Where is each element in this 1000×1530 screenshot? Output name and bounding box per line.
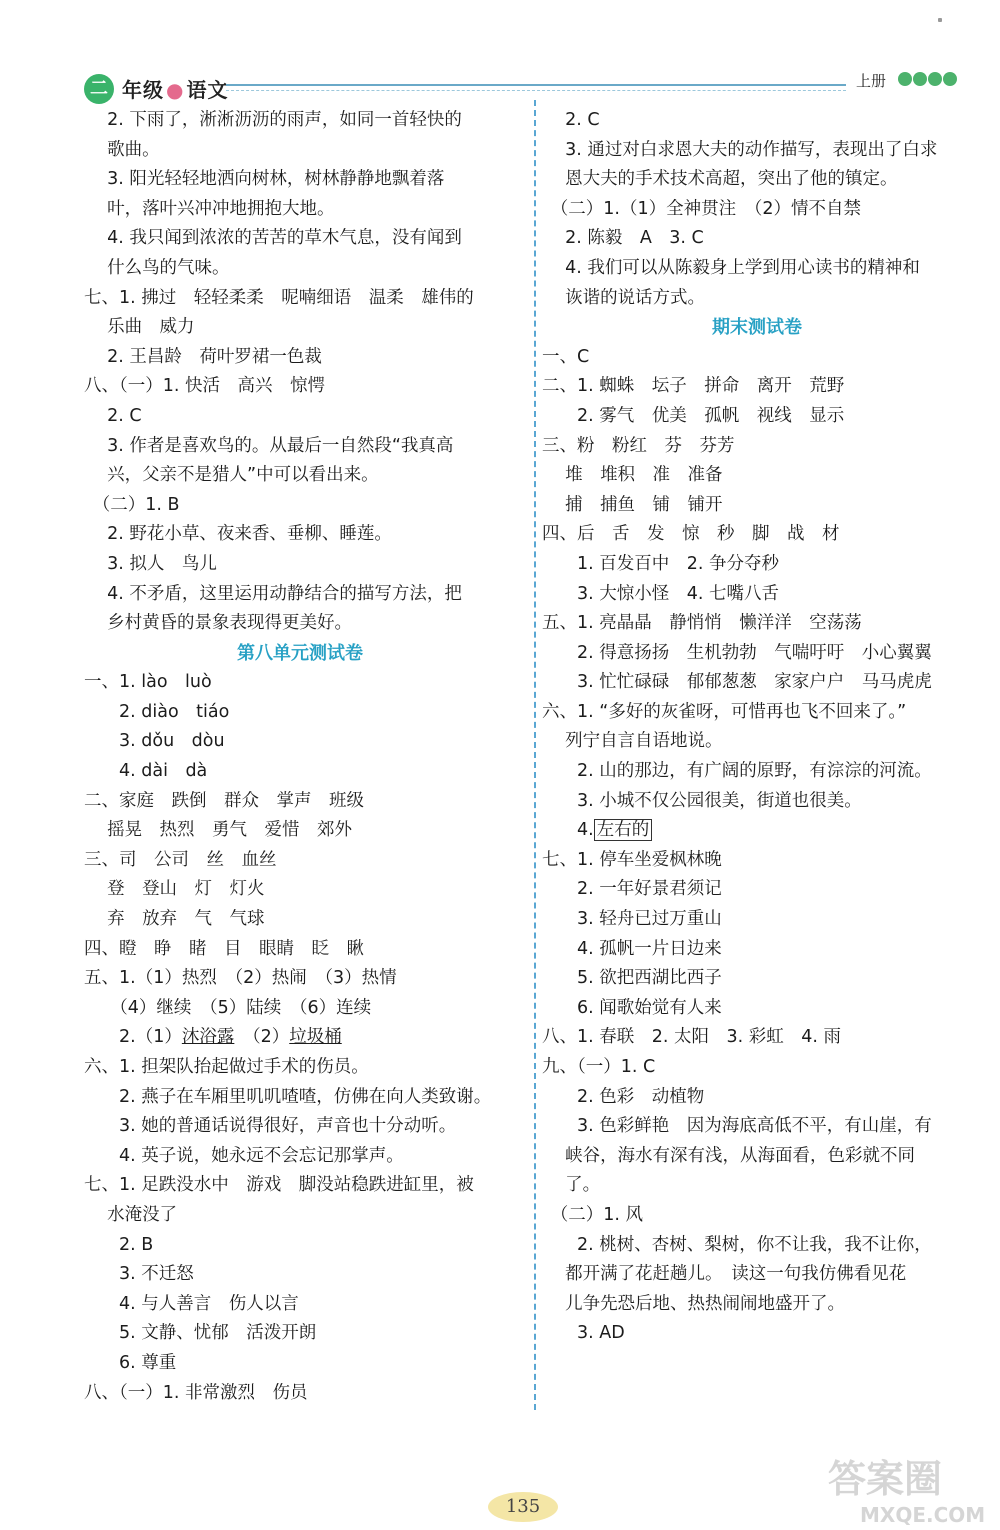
left-answer-column: [84, 106, 516, 1408]
separator-dot-icon: ●: [166, 78, 185, 102]
underlined-answer: 垃圾桶: [289, 1027, 342, 1048]
answer-line: 七、1. 停车坐爱枫林晚: [542, 849, 722, 870]
answer-line: 3. 她的普通话说得很好，声音也十分动听。: [84, 1116, 457, 1137]
answer-line: 3. 作者是喜欢鸟的。从最后一自然段“我真高: [84, 435, 454, 456]
grade-icon: 二: [84, 74, 114, 104]
answer-line: 2. 色彩 动植物: [542, 1086, 705, 1107]
answer-line: 九、（一）1. C: [542, 1057, 656, 1077]
answer-text: （2）: [234, 1027, 290, 1048]
answer-line: 什么鸟的气味。: [84, 257, 230, 278]
answer-line: 2. 陈毅 A 3. C: [542, 228, 704, 249]
answer-line: 3. 轻舟已过万重山: [542, 909, 722, 930]
underlined-answer: 沐浴露: [181, 1027, 235, 1048]
answer-line: 三、司 公司 丝 血丝: [84, 849, 277, 870]
answer-line: （二）1. 风: [542, 1204, 644, 1225]
answer-line: 一、C: [542, 346, 590, 367]
grade-subject-title: [122, 74, 228, 103]
answer-line: 八、1. 春联 2. 太阳 3. 彩虹 4. 雨: [542, 1027, 842, 1048]
answer-line: 1. 百发百中 2. 争分夺秒: [542, 553, 780, 574]
answer-line: [84, 1023, 516, 1053]
answer-line: 乐曲 威力: [84, 317, 195, 338]
answer-line: 堆 堆积 准 准备: [542, 465, 723, 486]
answer-line: 登 登山 灯 灯火: [84, 879, 265, 900]
answer-line: 3. 阳光轻轻地洒向树林，树林静静地飘着落: [84, 169, 445, 190]
page-header: [0, 0, 1000, 110]
answer-line: （二）1. B: [84, 494, 180, 515]
answer-line: 3. 色彩鲜艳 因为海底高低不平，有山崖，有: [542, 1116, 932, 1137]
column-divider: [534, 100, 536, 1410]
answer-line: 4. 我们可以从陈毅身上学到用心读书的精神和: [542, 257, 920, 278]
answer-line: 歌曲。: [84, 139, 160, 160]
answer-line: 3. 大惊小怪 4. 七嘴八舌: [542, 583, 780, 604]
answer-line: 3. 拟人 鸟儿: [84, 553, 217, 574]
answer-line: 三、粉 粉红 芬 芬芳: [542, 435, 735, 456]
grade-label: 年级: [122, 78, 164, 102]
answer-line: 4. dài dà: [84, 761, 208, 782]
answer-line: 诙谐的说话方式。: [542, 287, 706, 308]
answer-line: 3. 小城不仅公园很美，街道也很美。: [542, 790, 862, 811]
answer-line: 2. 野花小草、夜来香、垂柳、睡莲。: [84, 524, 392, 545]
answer-line: （二）1.（1）全神贯注 （2）情不自禁: [542, 198, 861, 219]
answer-line: （4）继续 （5）陆续 （6）连续: [84, 997, 372, 1018]
answer-line: 2. 王昌龄 荷叶罗裙一色裁: [84, 346, 322, 367]
answer-line: 四、瞪 睁 睹 目 眼睛 眨 瞅: [84, 938, 364, 959]
answer-line: 3. 不迁怒: [84, 1264, 194, 1285]
answer-line: 儿争先恐后地、热热闹闹地盛开了。: [542, 1293, 846, 1314]
answer-line: 一、1. lào luò: [84, 672, 212, 693]
section-title: 第八单元测试卷: [237, 642, 363, 664]
answer-line: 2. 山的那边，有广阔的原野，有淙淙的河流。: [542, 761, 932, 782]
answer-line: 五、1.（1）热烈 （2）热闹 （3）热情: [84, 968, 397, 989]
answer-line: 五、1. 亮晶晶 静悄悄 懒洋洋 空荡荡: [542, 613, 862, 634]
answer-line: 3. AD: [542, 1323, 625, 1344]
answer-line: 2. C: [84, 405, 142, 426]
answer-line: 4. 与人善言 伤人以言: [84, 1293, 299, 1314]
answer-line: 2. 雾气 优美 孤帆 视线 显示: [542, 405, 845, 426]
answer-line: 六、1. “多好的灰雀呀，可惜再也飞不回来了。”: [542, 701, 907, 722]
answer-line: 摇晃 热烈 勇气 爱惜 郊外: [84, 820, 353, 841]
answer-line: 6. 闻歌始觉有人来: [542, 997, 722, 1018]
answer-line: 4. 不矛盾，这里运用动静结合的描写方法，把: [84, 583, 462, 604]
answer-line: 七、1. 拂过 轻轻柔柔 呢喃细语 温柔 雄伟的: [84, 287, 474, 308]
boxed-answer: 左右的: [594, 819, 653, 841]
answer-line: [542, 816, 972, 846]
answer-text: 4.: [542, 820, 594, 841]
answer-text: 2.（1）: [84, 1027, 182, 1048]
answer-line: 5. 文静、忧郁 活泼开朗: [84, 1323, 317, 1344]
answer-line: 4. 我只闻到浓浓的苦苦的草木气息，没有闻到: [84, 228, 462, 249]
answer-line: 四、后 舌 发 惊 秒 脚 战 材: [542, 524, 840, 545]
answer-line: 八、（一）1. 非常激烈 伤员: [84, 1382, 308, 1403]
answer-line: 峡谷，海水有深有浅，从海面看，色彩就不同: [542, 1145, 916, 1166]
answer-line: 六、1. 担架队抬起做过手术的伤员。: [84, 1057, 369, 1077]
answer-line: 4. 英子说，她永远不会忘记那掌声。: [84, 1145, 404, 1166]
watermark-url: MXQE.COM: [860, 1503, 986, 1527]
answer-line: 弃 放弃 气 气球: [84, 909, 265, 930]
answer-line: 叶，落叶兴冲冲地拥抱大地。: [84, 198, 335, 219]
answer-line: 3. dǒu dòu: [84, 731, 225, 752]
answer-line: 二、1. 蜘蛛 坛子 拼命 离开 荒野: [542, 376, 845, 397]
answer-line: 都开满了花赶趟儿。 读这一句我仿佛看见花: [542, 1264, 907, 1285]
right-answer-column: [542, 106, 972, 1349]
answer-line: 3. 忙忙碌碌 郁郁葱葱 家家户户 马马虎虎: [542, 672, 932, 693]
answer-line: 列宁自言自语地说。: [542, 731, 723, 752]
corner-mark: [938, 18, 942, 22]
answer-line: 了。: [542, 1175, 601, 1196]
header-rule-dashed: [226, 90, 846, 91]
edition-dots-icon: [898, 72, 958, 86]
section-title: 期末测试卷: [712, 317, 802, 339]
answer-line: 2. diào tiáo: [84, 701, 230, 722]
header-rule: [226, 84, 846, 86]
answer-line: 5. 欲把西湖比西子: [542, 968, 722, 989]
answer-line: 2. 下雨了，淅淅沥沥的雨声，如同一首轻快的: [84, 110, 462, 130]
page-number: 135: [488, 1492, 558, 1522]
answer-line: 2. 得意扬扬 生机勃勃 气喘吁吁 小心翼翼: [542, 642, 932, 663]
answer-line: 恩大夫的手术技术高超，突出了他的镇定。: [542, 169, 898, 190]
answer-line: 2. 桃树、杏树、梨树，你不让我，我不让你，: [542, 1234, 932, 1255]
watermark-title: 答案圈: [828, 1457, 943, 1501]
answer-line: 3. 通过对白求恩大夫的动作描写，表现出了白求: [542, 139, 938, 160]
answer-line: 2. C: [542, 110, 600, 130]
answer-line: 4. 孤帆一片日边来: [542, 938, 722, 959]
edition-label: 上册: [856, 72, 887, 90]
answer-line: 乡村黄昏的景象表现得更美好。: [84, 613, 353, 634]
answer-line: 2. B: [84, 1234, 154, 1255]
answer-line: 水淹没了: [84, 1204, 178, 1225]
answer-line: 二、家庭 跌倒 群众 掌声 班级: [84, 790, 364, 811]
answer-line: 捕 捕鱼 铺 铺开: [542, 494, 723, 515]
answer-line: 兴，父亲不是猎人”中可以看出来。: [84, 465, 379, 486]
answer-line: 6. 尊重: [84, 1352, 177, 1373]
answer-line: 2. 燕子在车厢里叽叽喳喳，仿佛在向人类致谢。: [84, 1086, 492, 1107]
answer-line: 2. 一年好景君须记: [542, 879, 722, 900]
subject-label: 语文: [186, 78, 229, 102]
answer-line: 八、（一）1. 快活 高兴 惊愕: [84, 376, 326, 397]
answer-line: 七、1. 足跌没水中 游戏 脚没站稳跌进缸里，被: [84, 1175, 474, 1196]
watermark-logo: [820, 1450, 995, 1528]
